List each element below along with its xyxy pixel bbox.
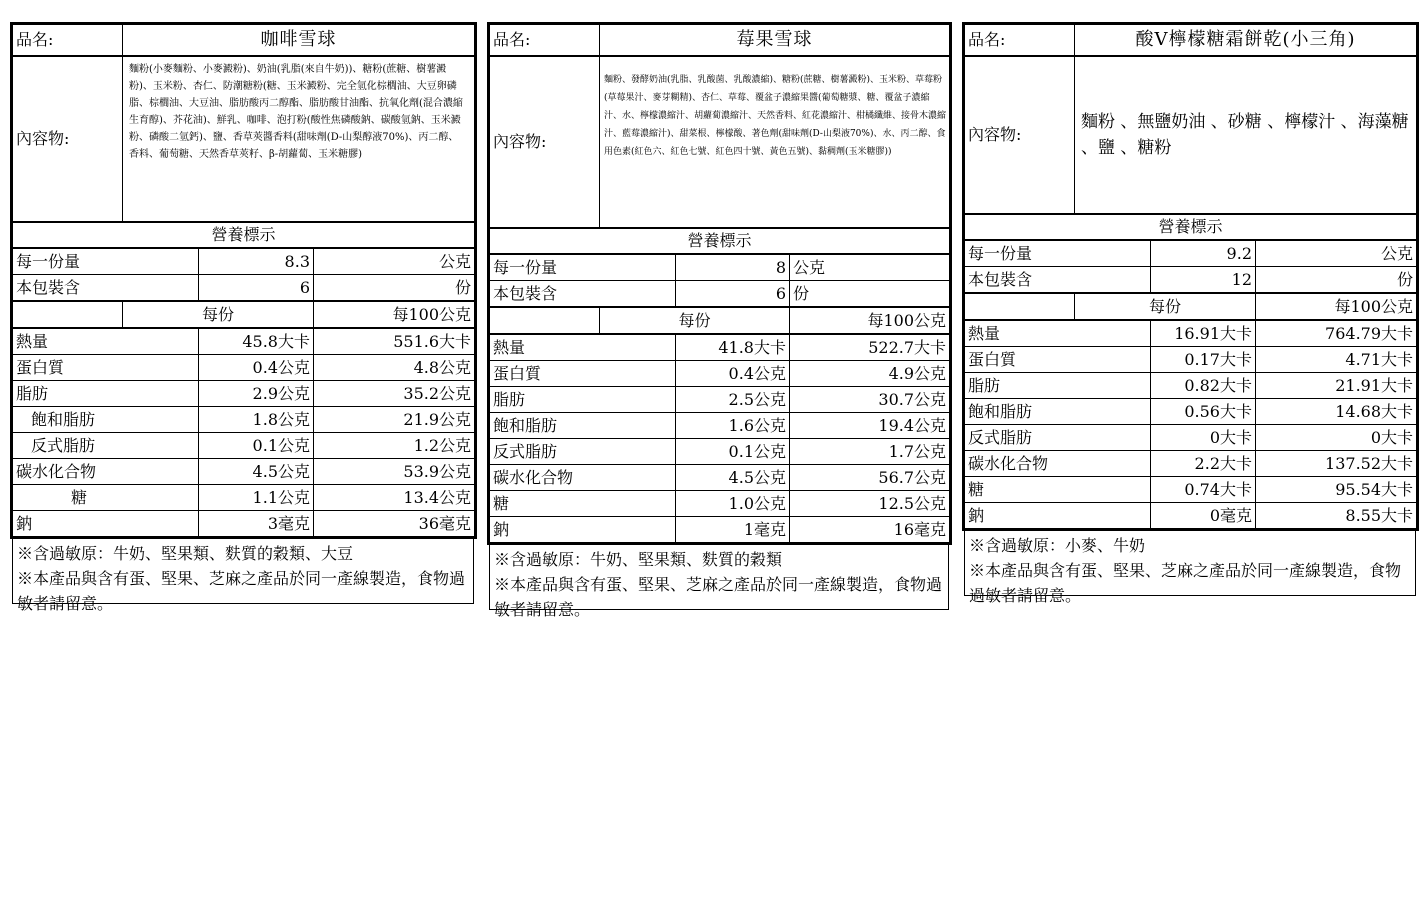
- nutrient-label: 脂肪: [490, 387, 676, 413]
- per-serving-value: 0毫克: [1151, 503, 1256, 529]
- product-name: 莓果雪球: [600, 25, 950, 57]
- nutrient-label: 蛋白質: [965, 347, 1151, 373]
- per-serving-value: 0大卡: [1151, 425, 1256, 451]
- nutrient-label: 脂肪: [13, 381, 199, 407]
- servings-value: 6: [199, 275, 314, 302]
- per-serving-value: 1毫克: [676, 517, 790, 543]
- per-100-value: 21.9公克: [314, 407, 475, 433]
- per-serving-value: 2.9公克: [199, 381, 314, 407]
- product-card-berry-snowball: [489, 24, 949, 619]
- per-100-value: 19.4公克: [790, 413, 950, 439]
- servings-label: 本包裝含: [490, 281, 676, 308]
- per-100-value: 14.68大卡: [1256, 399, 1417, 425]
- per-100-value: 764.79大卡: [1256, 320, 1417, 347]
- per-100-value: 56.7公克: [790, 465, 950, 491]
- nutrient-label: 鈉: [965, 503, 1151, 529]
- header-blank: [13, 301, 123, 328]
- nutrient-label: 鈉: [13, 511, 199, 537]
- per-serving-header: 每份: [1075, 293, 1256, 320]
- product-table: [964, 24, 1417, 529]
- nutrition-heading: 營養標示: [13, 222, 475, 248]
- per-100-value: 1.7公克: [790, 439, 950, 465]
- product-name: 咖啡雪球: [123, 25, 475, 57]
- servings-unit: 份: [1256, 267, 1417, 294]
- nutrition-heading: 營養標示: [965, 214, 1417, 240]
- per-100-value: 4.71大卡: [1256, 347, 1417, 373]
- per-100-value: 21.91大卡: [1256, 373, 1417, 399]
- allergen-note: ※含過敏原：牛奶、堅果類、麩質的穀類: [494, 550, 783, 569]
- nutrient-label: 熱量: [965, 320, 1151, 347]
- per-serving-value: 0.4公克: [676, 361, 790, 387]
- servings-unit: 份: [790, 281, 950, 308]
- per-100-value: 12.5公克: [790, 491, 950, 517]
- per-serving-value: 1.6公克: [676, 413, 790, 439]
- allergen-note: ※含過敏原：牛奶、堅果類、麩質的穀類、大豆: [17, 544, 354, 563]
- per-serving-value: 0.82大卡: [1151, 373, 1256, 399]
- per-serving-value: 0.4公克: [199, 355, 314, 381]
- per-serving-header: 每份: [600, 307, 790, 334]
- nutrient-label: 碳水化合物: [965, 451, 1151, 477]
- allergen-note: ※含過敏原：小麥、牛奶: [969, 536, 1146, 555]
- per-serving-value: 0.56大卡: [1151, 399, 1256, 425]
- serving-size-label: 每一份量: [965, 240, 1151, 267]
- per-100-value: 95.54大卡: [1256, 477, 1417, 503]
- per-serving-value: 3毫克: [199, 511, 314, 537]
- ingredients-label: 內容物:: [13, 56, 123, 222]
- nutrient-label: 蛋白質: [13, 355, 199, 381]
- nutrient-label: 熱量: [490, 334, 676, 361]
- servings-unit: 份: [314, 275, 475, 302]
- nutrient-label: 糖: [490, 491, 676, 517]
- serving-size-value: 8.3: [199, 248, 314, 275]
- ingredients-label: 內容物:: [965, 56, 1075, 214]
- per-serving-value: 2.5公克: [676, 387, 790, 413]
- nutrient-label: 飽和脂肪: [965, 399, 1151, 425]
- per-100-value: 522.7大卡: [790, 334, 950, 361]
- header-blank: [965, 293, 1075, 320]
- serving-size-label: 每一份量: [490, 254, 676, 281]
- nutrient-label: 飽和脂肪: [13, 407, 199, 433]
- per-serving-value: 1.8公克: [199, 407, 314, 433]
- nutrient-label: 糖: [965, 477, 1151, 503]
- ingredients-text: 麵粉(小麥麵粉、小麥澱粉)、奶油(乳脂(來自牛奶))、糖粉(蔗糖、樹薯澱粉)、玉米粉、杏仁、防潮糖粉(糖、玉米澱粉、完全氫化棕櫚油、大豆卵磷脂、棕櫚油、大豆油、脂肪酸丙二醇酯、脂肪酸甘油酯、抗氧化劑(混合濃縮生育醇)、芥花油)、鮮乳、咖啡、泡打粉(酸性焦磷酸鈉、碳酸氫鈉、玉米澱粉、磷酸二氫鈣)、鹽、香草莢醬香料(甜味劑(D-山梨醇液70%)、丙二醇、香料、葡萄糖、天然香草莢籽、β-胡蘿蔔、玉米糖膠): [123, 56, 475, 222]
- serving-size-unit: 公克: [1256, 240, 1417, 267]
- servings-value: 12: [1151, 267, 1256, 294]
- production-notice: ※本產品與含有蛋、堅果、芝麻之產品於同一產線製造，食物過敏者請留意。: [17, 569, 466, 613]
- per-serving-header: 每份: [123, 301, 314, 328]
- serving-size-unit: 公克: [314, 248, 475, 275]
- per-100-value: 1.2公克: [314, 433, 475, 459]
- per-100-value: 36毫克: [314, 511, 475, 537]
- per-serving-value: 0.1公克: [199, 433, 314, 459]
- nutrient-label: 反式脂肪: [490, 439, 676, 465]
- per-100-value: 8.55大卡: [1256, 503, 1417, 529]
- serving-size-unit: 公克: [790, 254, 950, 281]
- header-blank: [490, 307, 600, 334]
- production-notice: ※本產品與含有蛋、堅果、芝麻之產品於同一產線製造，食物過敏者請留意。: [494, 575, 943, 619]
- nutrient-label: 脂肪: [965, 373, 1151, 399]
- nutrient-label: 碳水化合物: [490, 465, 676, 491]
- nutrition-heading: 營養標示: [490, 228, 950, 254]
- servings-label: 本包裝含: [965, 267, 1151, 294]
- per-serving-value: 0.1公克: [676, 439, 790, 465]
- nutrient-label: 反式脂肪: [13, 433, 199, 459]
- per-serving-value: 1.1公克: [199, 485, 314, 511]
- per-100-value: 0大卡: [1256, 425, 1417, 451]
- ingredients-text: 麵粉 、無鹽奶油 、砂糖 、檸檬汁 、海藻糖 、鹽 、糖粉: [1075, 56, 1417, 214]
- product-card-lemon-cookie: [964, 24, 1416, 605]
- product-table: [489, 24, 950, 543]
- nutrient-label: 反式脂肪: [965, 425, 1151, 451]
- serving-size-value: 9.2: [1151, 240, 1256, 267]
- per-100-value: 16毫克: [790, 517, 950, 543]
- per-100-value: 13.4公克: [314, 485, 475, 511]
- nutrient-label: 糖: [13, 485, 199, 511]
- per-serving-value: 0.17大卡: [1151, 347, 1256, 373]
- ingredients-text: 麵粉、發酵奶油(乳脂、乳酸菌、乳酸濃縮)、糖粉(蔗糖、樹薯澱粉)、玉米粉、草莓粉(草莓果汁、麥芽糊精)、杏仁、草莓、覆盆子濃縮果醬(葡萄糖漿、糖、覆盆子濃縮汁、水、檸檬濃縮汁、胡蘿蔔濃縮汁、天然香料、紅花濃縮汁、柑橘纖維、接骨木濃縮汁、藍莓濃縮汁)、甜菜根、檸檬酸、著色劑(甜味劑(D-山梨液70%)、水、丙二醇、食用色素(紅色六、紅色七號、紅色四十號、黃色五號)、黏稠劑(玉米糖膠)): [600, 56, 950, 228]
- nutrient-label: 鈉: [490, 517, 676, 543]
- notes-box: [489, 543, 949, 619]
- per-100-value: 137.52大卡: [1256, 451, 1417, 477]
- servings-label: 本包裝含: [13, 275, 199, 302]
- notes-box: [12, 537, 474, 613]
- per-100-header: 每100公克: [790, 307, 950, 334]
- production-notice: ※本產品與含有蛋、堅果、芝麻之產品於同一產線製造，食物過敏者請留意。: [969, 561, 1402, 605]
- servings-value: 6: [676, 281, 790, 308]
- per-serving-value: 4.5公克: [676, 465, 790, 491]
- nutrient-label: 碳水化合物: [13, 459, 199, 485]
- per-serving-value: 0.74大卡: [1151, 477, 1256, 503]
- per-serving-value: 41.8大卡: [676, 334, 790, 361]
- per-100-header: 每100公克: [1256, 293, 1417, 320]
- serving-size-value: 8: [676, 254, 790, 281]
- per-100-value: 35.2公克: [314, 381, 475, 407]
- per-100-header: 每100公克: [314, 301, 475, 328]
- notes-box: [964, 529, 1416, 605]
- product-card-coffee-snowball: [12, 24, 474, 613]
- name-label: 品名:: [490, 25, 600, 57]
- nutrient-label: 蛋白質: [490, 361, 676, 387]
- per-100-value: 4.8公克: [314, 355, 475, 381]
- per-serving-value: 45.8大卡: [199, 328, 314, 355]
- name-label: 品名:: [13, 25, 123, 57]
- per-100-value: 30.7公克: [790, 387, 950, 413]
- product-table: [12, 24, 475, 537]
- per-100-value: 4.9公克: [790, 361, 950, 387]
- product-name: 酸V檸檬糖霜餅乾(小三角): [1075, 25, 1417, 57]
- per-100-value: 53.9公克: [314, 459, 475, 485]
- name-label: 品名:: [965, 25, 1075, 57]
- per-100-value: 551.6大卡: [314, 328, 475, 355]
- per-serving-value: 2.2大卡: [1151, 451, 1256, 477]
- ingredients-label: 內容物:: [490, 56, 600, 228]
- nutrient-label: 飽和脂肪: [490, 413, 676, 439]
- per-serving-value: 16.91大卡: [1151, 320, 1256, 347]
- per-serving-value: 1.0公克: [676, 491, 790, 517]
- serving-size-label: 每一份量: [13, 248, 199, 275]
- per-serving-value: 4.5公克: [199, 459, 314, 485]
- nutrient-label: 熱量: [13, 328, 199, 355]
